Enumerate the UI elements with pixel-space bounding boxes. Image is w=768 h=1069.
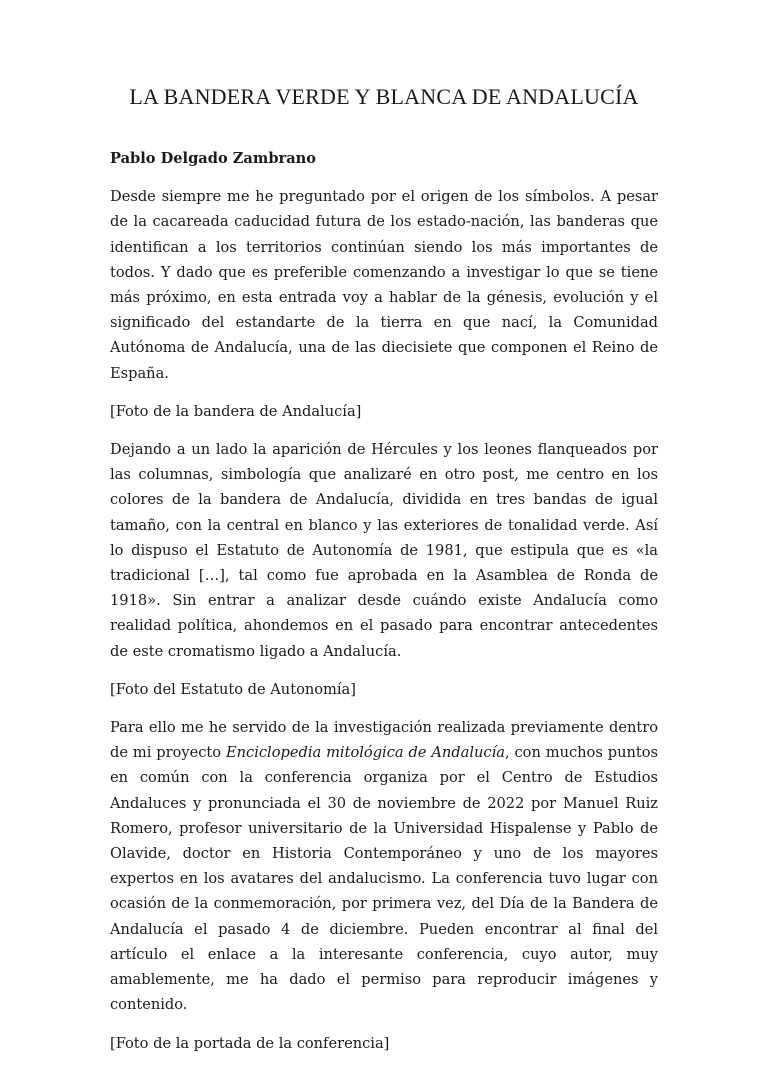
paragraph-research-start: Para ello me he servido de la investigación realizada previamente dentro de mi proyecto bbox=[110, 719, 658, 762]
author-name: Pablo Delgado Zambrano bbox=[110, 150, 317, 167]
paragraph-intro: Desde siempre me he preguntado por el origen de los símbolos. A pesar de la cacareada caducidad futura de los estado-nación, las banderas que identifican a los territorios continúan siendo los más importantes de todos. Y dado que es preferible comenzando a investigar lo que se tiene más próximo, en esta entrada voy a hablar de la génesis, evolución y el significado del estandarte de la tierra en que nací, la Comunidad Autónoma de Andalucía, una de las diecisiete que componen el Reino de España. bbox=[110, 188, 658, 382]
paragraph-research bbox=[110, 715, 658, 1017]
document-title: LA BANDERA VERDE Y BLANCA DE ANDALUCÍA bbox=[129, 84, 639, 109]
document-body bbox=[110, 146, 658, 1069]
paragraph-research-end: , con muchos puntos en común con la conferencia organiza por el Centro de Estudios Andaluces y pronunciada el 30 de noviembre de 2022 por Manuel Ruiz Romero, profesor universitario de la Universidad Hispalense y Pablo de Olavide, doctor en Historia Contemporáneo y uno de los mayores expertos en los avatares del andalucismo. La conferencia tuvo lugar con ocasión de la conmemoración, por primera vez, del Día de la Bandera de Andalucía el pasado 4 de diciembre. Pueden encontrar al final del artículo el enlace a la interesante conferencia, cuyo autor, muy amablemente, me ha dado el permiso para reproducir imágenes y contenido. bbox=[110, 744, 659, 1014]
image-placeholder-flag: [Foto de la bandera de Andalucía] bbox=[110, 402, 362, 420]
image-placeholder-statute: [Foto del Estatuto de Autonomía] bbox=[110, 680, 356, 698]
paragraph-colors: Dejando a un lado la aparición de Hércules y los leones flanqueados por las columnas, simbología que analizaré en otro post, me centro en los colores de la bandera de Andalucía, dividida en tres bandas de igual tamaño, con la central en blanco y las exteriores de tonalidad verde. Así lo dispuso el Estatuto de Autonomía de 1981, que estipula que es «la tradicional […], tal como fue aprobada en la Asamblea de Ronda de 1918». Sin entrar a analizar desde cuándo existe Andalucía como realidad política, ahondemos en el pasado para encontrar antecedentes de este cromatismo ligado a Andalucía. bbox=[110, 441, 658, 660]
image-placeholder-conference: [Foto de la portada de la conferencia] bbox=[110, 1034, 390, 1052]
encyclopedia-title: Enciclopedia mitológica de Andalucía bbox=[225, 744, 505, 762]
